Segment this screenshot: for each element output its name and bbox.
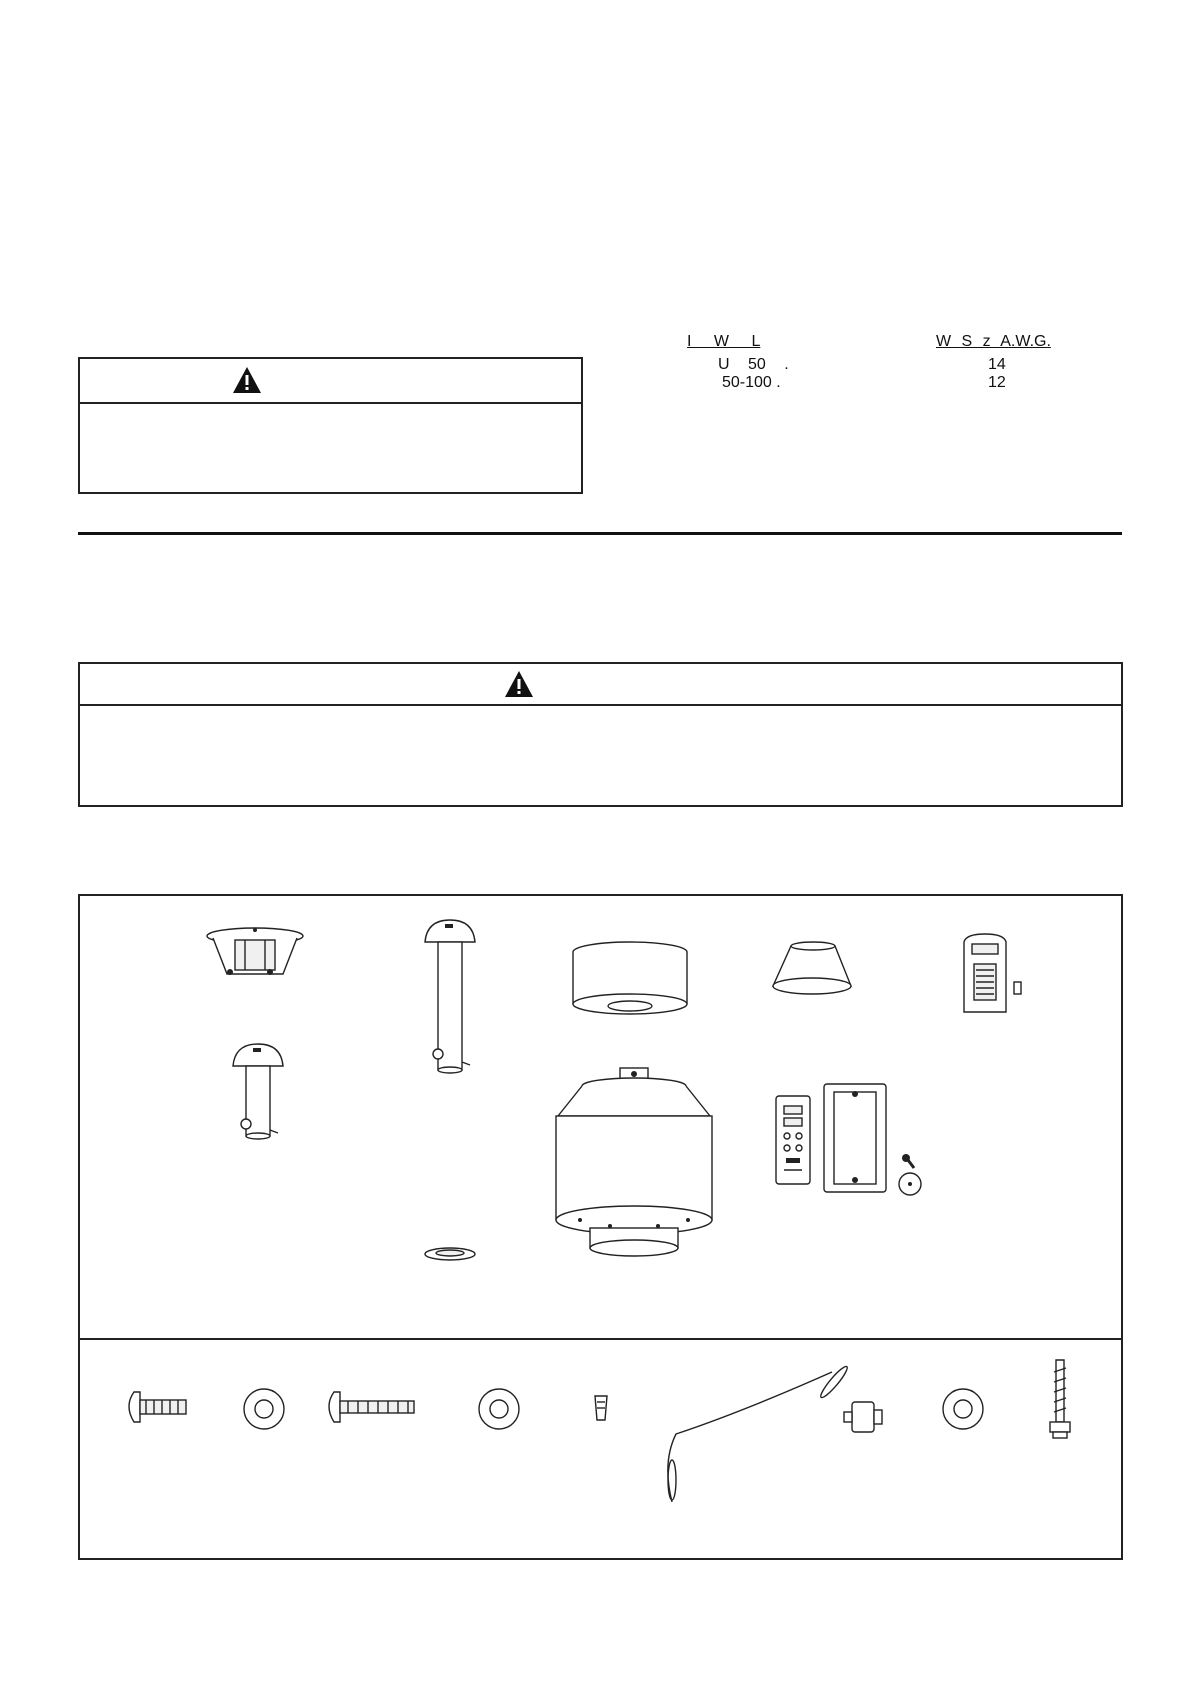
section-divider — [78, 532, 1122, 535]
lock-washer-icon — [479, 1389, 519, 1429]
wall-screw-icon — [899, 1154, 921, 1195]
truss-head-screw-icon — [129, 1392, 186, 1422]
safety-cable-icon — [668, 1364, 850, 1502]
receiver-icon — [964, 934, 1021, 1012]
wire-table-row-1-length: U 50 . — [718, 356, 789, 373]
parts-box — [78, 894, 1123, 1560]
warning-box-1-header — [80, 359, 581, 404]
motor-housing-icon — [556, 1068, 712, 1256]
wire-table-row-1-gauge: 14 — [988, 356, 1006, 373]
wire-table-header-gauge: W S z A.W.G. — [936, 333, 1051, 350]
canopy-cover-icon — [773, 942, 851, 994]
wire-nut-icon — [595, 1396, 607, 1420]
short-downrod-icon — [233, 1044, 283, 1139]
remote-transmitter-icon — [776, 1096, 810, 1184]
warning-box-1 — [78, 357, 583, 494]
warning-triangle-icon — [504, 670, 534, 698]
long-downrod-icon — [425, 920, 475, 1073]
wire-table-header-length: I W L — [687, 333, 761, 350]
mounting-bracket-icon — [207, 928, 303, 975]
warning-box-2 — [78, 662, 1123, 807]
washer-icon — [943, 1389, 983, 1429]
mounting-plate-icon — [425, 1248, 475, 1260]
parts-illustration — [80, 896, 1121, 1558]
warning-box-2-header — [80, 664, 1121, 706]
canopy-icon — [573, 942, 687, 1014]
cable-clip-icon — [844, 1402, 882, 1432]
warning-triangle-icon — [232, 366, 262, 394]
washer-icon — [244, 1389, 284, 1429]
wall-plate-icon — [824, 1084, 886, 1192]
wood-screw-icon — [1050, 1360, 1070, 1438]
wire-table-row-2-gauge: 12 — [988, 374, 1006, 391]
wire-table-row-2-length: 50-100 . — [722, 374, 781, 391]
bolt-icon — [329, 1392, 414, 1422]
